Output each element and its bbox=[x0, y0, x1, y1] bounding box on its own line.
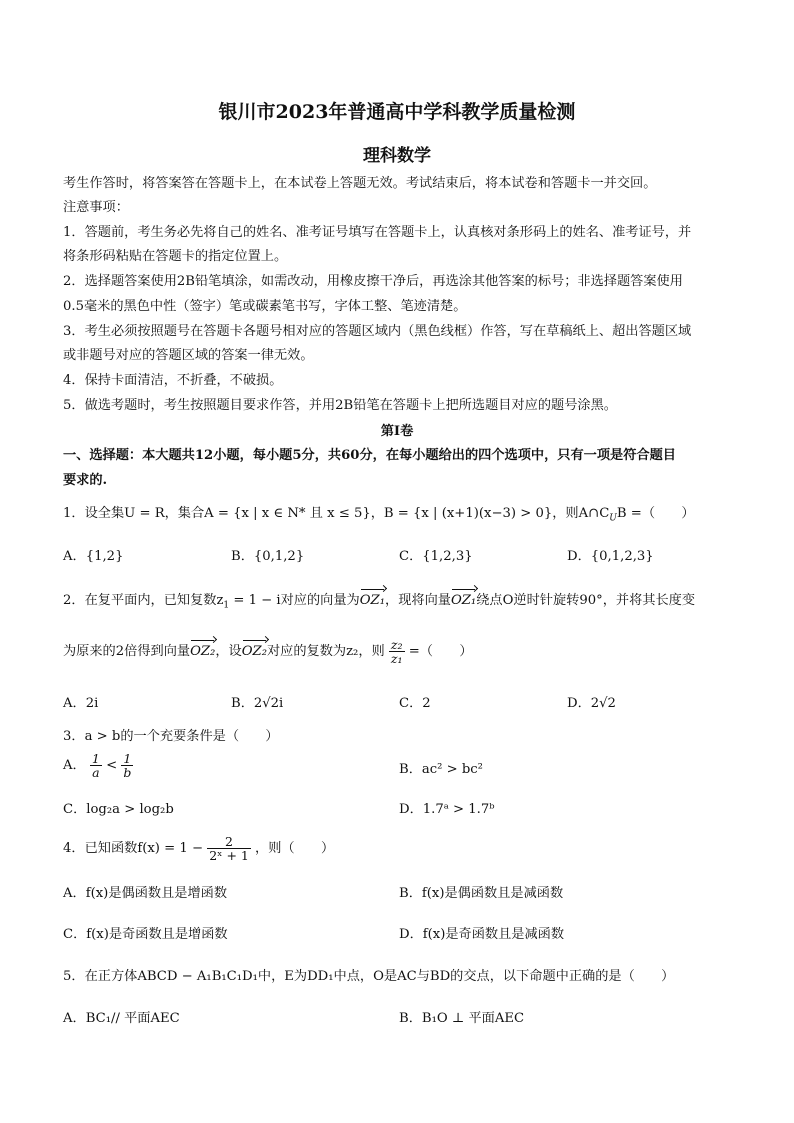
exam-subject: 理科数学 bbox=[363, 146, 431, 166]
question-4-option-a: A．f(x)是偶函数且是增函数 bbox=[63, 886, 228, 901]
question-2-option-b: B．2√2i bbox=[231, 696, 284, 711]
question-2-text-e: 为原来的2倍得到向量 bbox=[63, 644, 191, 659]
question-2-text-g: 对应的复数为z₂，则 bbox=[266, 644, 385, 659]
question-1-subscript: U bbox=[609, 513, 617, 524]
fraction-numerator: 2 bbox=[207, 835, 251, 849]
instructions-intro: 考生作答时，将答案答在答题卡上，在本试卷上答题无效。考试结束后，将本试卷和答题卡一并交回。 bbox=[63, 176, 657, 191]
less-than-sign: < bbox=[106, 758, 118, 773]
question-1-stem bbox=[63, 505, 695, 528]
exam-title: 银川市2023年普通高中学科教学质量检测 bbox=[218, 101, 576, 123]
question-4-text-b: ，则（ ） bbox=[255, 841, 335, 856]
question-2-text-c: ，现将向量 bbox=[385, 593, 451, 608]
notice-item-3-line-2: 或非题号对应的答题区域的答案一律无效。 bbox=[63, 348, 314, 363]
question-5-stem: 5．在正方体ABCD − A₁B₁C₁D₁中，E为DD₁中点，O是AC与BD的交点，以下命题中正确的是（ ） bbox=[63, 969, 675, 984]
question-2-fraction bbox=[389, 638, 405, 665]
question-2-text-h: =（ ） bbox=[408, 644, 473, 659]
vector-oz1: OZ₁ bbox=[359, 593, 386, 608]
vector-oz2-repeat: OZ₂ bbox=[241, 644, 267, 659]
vector-oz1-repeat: OZ₁ bbox=[450, 593, 477, 608]
section-heading-line-1: 一、选择题：本大题共12小题，每小题5分，共60分，在每小题给出的四个选项中，只有一项是符合题目 bbox=[63, 448, 676, 463]
fraction-1-over-a bbox=[90, 752, 102, 779]
fraction-denominator: 2ˣ + 1 bbox=[209, 848, 249, 863]
question-1-stem-text: 1．设全集U = R，集合A = {x | x ∈ N* 且 x ≤ 5}，B = {x | (x+1)(x−3) > 0}，则A∩C bbox=[63, 506, 610, 521]
question-2-line-2 bbox=[63, 638, 473, 665]
fraction-numerator: 1 bbox=[91, 751, 100, 766]
notice-item-2-line-1: 2．选择题答案使用2B铅笔填涂，如需改动，用橡皮擦干净后，再选涂其他答案的标号；非选择题答案使用 bbox=[63, 274, 683, 289]
question-4-option-d: D．f(x)是奇函数且是减函数 bbox=[399, 927, 565, 942]
question-3-option-c: C．log₂a > log₂b bbox=[63, 802, 174, 817]
question-1-option-b: B．{0,1,2} bbox=[231, 549, 305, 564]
question-3-option-d: D．1.7ᵃ > 1.7ᵇ bbox=[399, 802, 495, 817]
question-2-option-c: C．2 bbox=[399, 696, 431, 711]
section-heading-line-2: 要求的. bbox=[63, 473, 108, 488]
option-a-label: A． bbox=[63, 758, 86, 773]
notice-item-1-line-1: 1．答题前，考生务必先将自己的姓名、准考证号填写在答题卡上，认真核对条形码上的姓名、准考证号，并 bbox=[63, 225, 692, 240]
notice-item-4: 4．保持卡面清洁，不折叠，不破损。 bbox=[63, 373, 283, 388]
question-2-text-a: 2．在复平面内，已知复数z bbox=[63, 593, 224, 608]
notice-item-5: 5．做选考题时，考生按照题目要求作答，并用2B铅笔在答题卡上把所选题目对应的题号涂黑。 bbox=[63, 398, 617, 413]
question-1-option-c: C．{1,2,3} bbox=[399, 549, 473, 564]
question-4-text-a: 4．已知函数f(x) = 1 − bbox=[63, 841, 204, 856]
part-label: 第Ⅰ卷 bbox=[380, 424, 414, 439]
question-4-fraction bbox=[207, 835, 251, 862]
notice-item-1-line-2: 将条形码粘贴在答题卡的指定位置上。 bbox=[63, 249, 288, 264]
question-3-option-a bbox=[63, 752, 133, 779]
question-2-option-a: A．2i bbox=[63, 696, 99, 711]
fraction-numerator: 1 bbox=[121, 752, 133, 766]
question-1-option-d: D．{0,1,2,3} bbox=[567, 549, 654, 564]
question-4-stem bbox=[63, 835, 334, 862]
question-3-option-b: B．ac² > bc² bbox=[399, 762, 483, 777]
fraction-denominator: a bbox=[92, 765, 100, 780]
vector-oz2: OZ₂ bbox=[190, 644, 216, 659]
fraction-denominator: b bbox=[123, 765, 132, 780]
question-3-stem: 3．a > b的一个充要条件是（ ） bbox=[63, 729, 279, 744]
fraction-1-over-b bbox=[121, 752, 133, 779]
question-5-option-b: B．B₁O ⊥ 平面AEC bbox=[399, 1011, 525, 1026]
notice-item-2-line-2: 0.5毫米的黑色中性（签字）笔或碳素笔书写，字体工整、笔迹清楚。 bbox=[63, 299, 467, 314]
fraction-numerator: z₂ bbox=[390, 637, 403, 652]
question-4-option-b: B．f(x)是偶函数且是减函数 bbox=[399, 886, 564, 901]
fraction-denominator: z₁ bbox=[390, 651, 403, 666]
question-2-option-d: D．2√2 bbox=[567, 696, 616, 711]
question-4-option-c: C．f(x)是奇函数且是增函数 bbox=[63, 927, 228, 942]
question-1-stem-tail: B =（ ） bbox=[616, 506, 695, 521]
question-5-option-a: A．BC₁// 平面AEC bbox=[63, 1011, 180, 1026]
question-2-text-f: ，设 bbox=[215, 644, 242, 659]
question-1-option-a: A．{1,2} bbox=[63, 549, 124, 564]
notice-label: 注意事项： bbox=[63, 200, 129, 215]
question-2-text-b: = 1 − i对应的向量为 bbox=[229, 593, 360, 608]
notice-item-3-line-1: 3．考生必须按照题号在答题卡各题号相对应的答题区域内（黑色线框）作答，写在草稿纸上、超出答题区域 bbox=[63, 324, 692, 339]
question-2-text-d: 绕点O逆时针旋转90°，并将其长度变 bbox=[476, 593, 696, 608]
question-2-line-1: 2．在复平面内，已知复数$z_1 = 1 - i$对应的向量为OZ₁，现将向量OZ₁绕点O逆时针旋转90°，并将其长度变 bbox=[63, 593, 696, 611]
